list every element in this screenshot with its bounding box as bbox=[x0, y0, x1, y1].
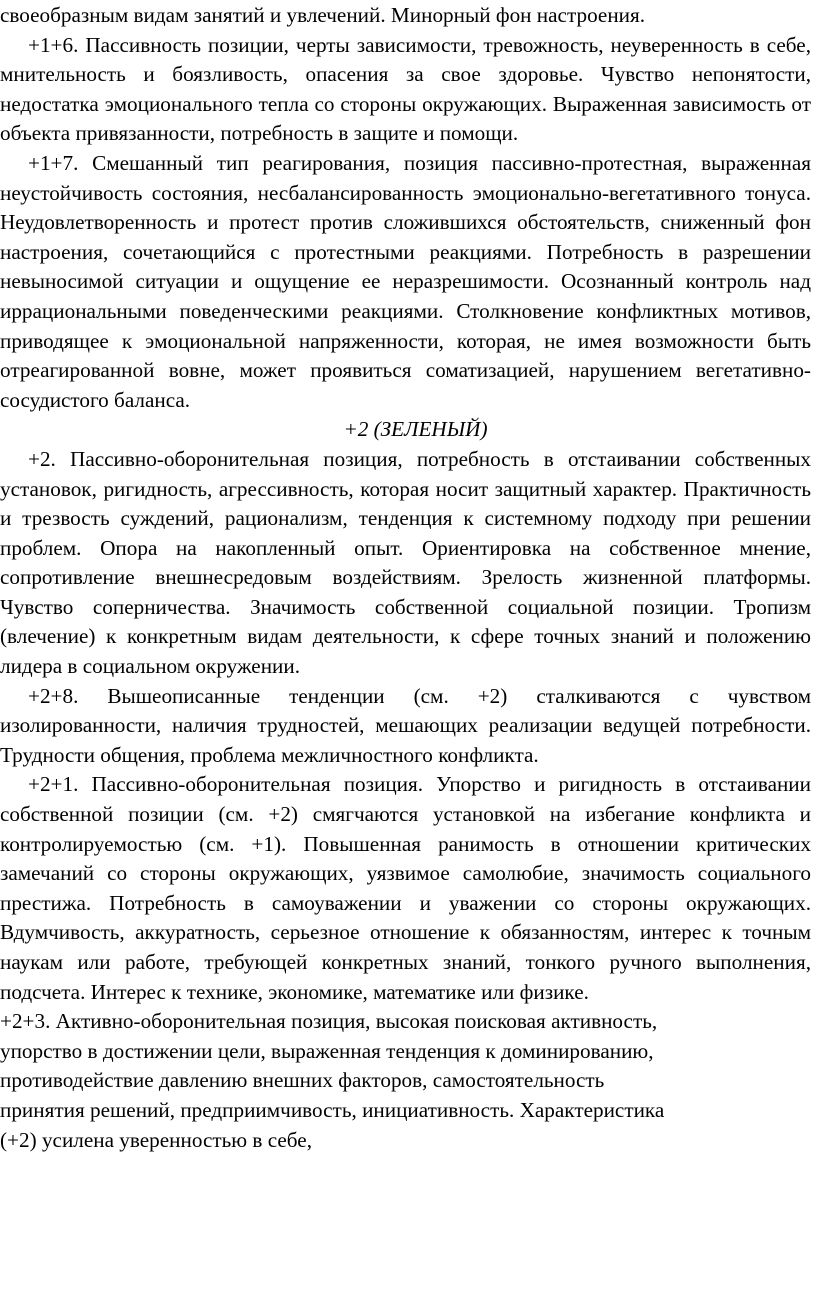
paragraph-2-3-line: (+2) усилена уверенностью в себе, bbox=[0, 1127, 312, 1152]
paragraph-2-3-line: противодействие давлению внешних факторов, самостоятельность bbox=[0, 1068, 605, 1093]
paragraph-2-8: +2+8. Вышеописанные тенденции (см. +2) сталкиваются с чувством изолированности, наличия трудностей, мешающих реализации ведущей потребности. Трудности общения, проблема межличностного конфликта. bbox=[0, 683, 811, 767]
paragraph-intro-tail: своеобразным видам занятий и увлечений. Минорный фон настроения. bbox=[0, 3, 646, 27]
paragraph-2-3-line: принятия решений, предприимчивость, инициативность. Характеристика bbox=[0, 1097, 665, 1122]
paragraph-1-7: +1+7. Смешанный тип реагирования, позиция пассивно-протестная, выраженная неустойчивость состояния, несбалансированность эмоционально-вегетативного тонуса. Неудовлетворенность и протест против сложившихся обстоятельств, сниженный фон настроения, сочетающийся с протестными реакциями. Потребность в разрешении невыносимой ситуации и ощущение ее неразрешимости. Осознанный контроль над иррациональными поведенческими реакциями. Столкновение конфликтных мотивов, приводящее к эмоциональной напряженности, которая, не имея возможности быть отреагированной вовне, может проявиться соматизацией, нарушением вегетативно-сосудистого баланса. bbox=[0, 150, 811, 412]
paragraph-1-6: +1+6. Пассивность позиции, черты зависимости, тревожность, неуверенность в себе, мнительность и боязливость, опасения за свое здоровье. Чувство непонятости, недостатка эмоционального тепла со стороны окружающих. Выраженная зависимость от объекта привязанности, потребность в защите и помощи. bbox=[0, 32, 811, 146]
paragraph-2-3-line: +2+3. Активно-оборонительная позиция, высокая поисковая активность, bbox=[0, 1009, 658, 1034]
paragraph-2: +2. Пассивно-оборонительная позиция, потребность в отстаивании собственных установок, ригидность, агрессивность, которая носит защитный характер. Практичность и трезвость суждений, рационализм, тенденция к системному подходу при решении проблем. Опора на накопленный опыт. Ориентировка на собственное мнение, сопротивление внешнесредовым воздействиям. Зрелость жизненной платформы. Чувство соперничества. Значимость собственной социальной позиции. Тропизм (влечение) к конкретным видам деятельности, к сфере точных знаний и положению лидера в социальном окружении. bbox=[0, 446, 811, 679]
paragraph-2-1: +2+1. Пассивно-оборонительная позиция. Упорство и ригидность в отстаивании собственной позиции (см. +2) смягчаются установкой на избегание конфликта и контролируемостью (см. +1). Повышенная ранимость в отношении критических замечаний со стороны окружающих, уязвимое самолюбие, значимость социального престижа. Потребность в самоуважении и уважении со стороны окружающих. Вдумчивость, аккуратность, серьезное отношение к обязанностям, интерес к точным наукам или работе, требующей конкретных знаний, тонкого ручного выполнения, подсчета. Интерес к технике, экономике, математике или физике. bbox=[0, 772, 811, 1004]
document-body bbox=[0, 1, 811, 1155]
paragraph-2-3 bbox=[0, 1007, 811, 1155]
paragraph-2-3-line: упорство в достижении цели, выраженная тенденция к доминированию, bbox=[0, 1038, 654, 1063]
section-heading-green: +2 (ЗЕЛЕНЫЙ) bbox=[343, 417, 488, 442]
